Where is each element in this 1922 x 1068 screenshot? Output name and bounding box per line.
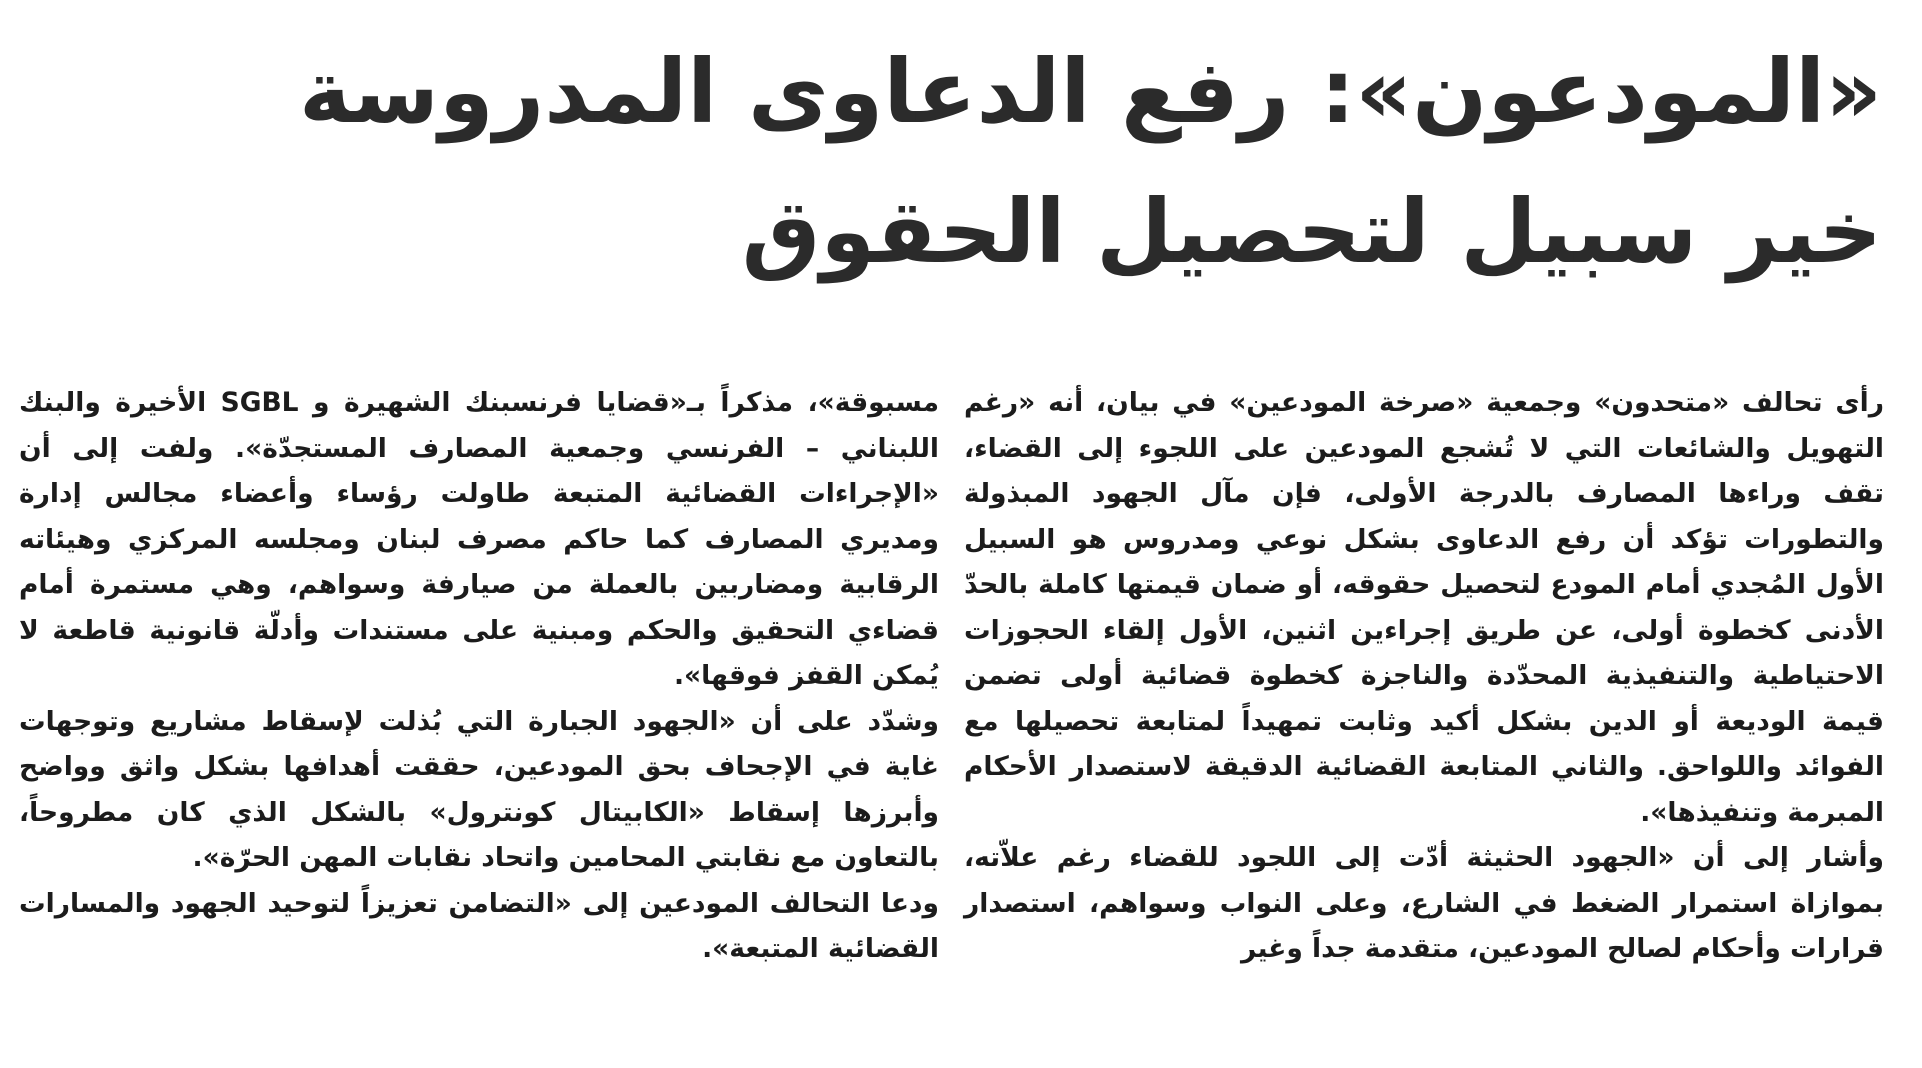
right-column (964, 380, 1884, 972)
paragraph: وشدّد على أن «الجهود الجبارة التي بُذلت لإسقاط مشاريع وتوجهات غاية في الإجحاف بحق المودعين، حققت أهدافها بشكل واثق وواضح وأبرزها إسقاط «الكابيتال كونترول» بالشكل الذي كان مطروحاً، بالتعاون مع نقابتي المحامين واتحاد نقابات المهن الحرّة». (19, 705, 939, 873)
headline (299, 22, 1882, 302)
headline-line-2: خير سبيل لتحصيل الحقوق (741, 180, 1882, 283)
left-column (19, 380, 939, 972)
article-body (0, 380, 1922, 1068)
paragraph: وأشار إلى أن «الجهود الحثيثة أدّت إلى اللجود للقضاء رغم علاّته، بموازاة استمرار الضغط في الشارع، وعلى النواب وسواهم، استصدار قرارات وأحكام لصالح المودعين، متقدمة جداً وغير (964, 842, 1884, 964)
paragraph: مسبوقة»، مذكراً بـ«قضايا فرنسبنك الشهيرة و SGBL الأخيرة والبنك اللبناني – الفرنسي وجمعية المصارف المستجدّة». ولفت إلى أن «الإجراءات القضائية المتبعة طاولت رؤساء وأعضاء مجالس إدارة ومديري المصارف كما حاكم مصرف لبنان ومجلسه المركزي وهيئاته الرقابية ومضاربين بالعملة من صيارفة وسواهم، وهي مستمرة أمام قضاءي التحقيق والحكم ومبنية على مستندات وأدلّة قانونية قاطعة لا يُمكن القفز فوقها». (19, 387, 939, 691)
headline-line-1: «المودعون»: رفع الدعاوى المدروسة (299, 40, 1882, 143)
paragraph: رأى تحالف «متحدون» وجمعية «صرخة المودعين» في بيان، أنه «رغم التهويل والشائعات التي لا تُشجع المودعين على اللجوء إلى القضاء، تقف وراءها المصارف بالدرجة الأولى، فإن مآل الجهود المبذولة والتطورات تؤكد أن رفع الدعاوى بشكل نوعي ومدروس هو السبيل الأول المُجدي أمام المودع لتحصيل حقوقه، أو ضمان قيمتها كاملة بالحدّ الأدنى كخطوة أولى، عن طريق إجراءين اثنين، الأول إلقاء الحجوزات الاحتياطية والتنفيذية المحدّدة والناجزة كخطوة قضائية أولى تضمن قيمة الوديعة أو الدين بشكل أكيد وثابت تمهيداً لمتابعة تحصيلها مع الفوائد واللواحق. والثاني المتابعة القضائية الدقيقة لاستصدار الأحكام المبرمة وتنفيذها». (964, 387, 1884, 828)
paragraph: ودعا التحالف المودعين إلى «التضامن تعزيزاً لتوحيد الجهود والمسارات القضائية المتبعة». (19, 887, 939, 964)
